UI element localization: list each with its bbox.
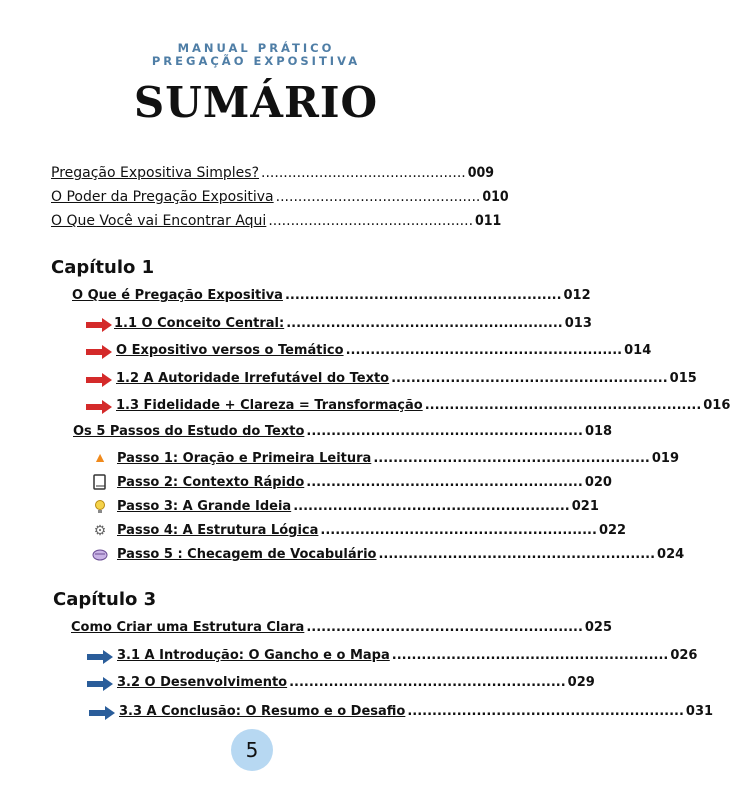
book-icon [92, 474, 108, 490]
toc-entry-dots: ........................................................ [391, 371, 668, 386]
toc-entry-dots: .............................................. [268, 213, 474, 229]
blue-arrow-icon [86, 650, 114, 664]
red-arrow-icon [85, 318, 113, 332]
toc-entry-label: 3.1 A Introdução: O Gancho e o Mapa [117, 648, 390, 663]
toc-entry-dots: ........................................................ [306, 424, 583, 439]
page-title: SUMÁRIO [133, 78, 379, 127]
toc-entry-label: Passo 3: A Grande Ideia [117, 499, 292, 514]
toc-entry-label: 3.3 A Conclusão: O Resumo e o Desafio [119, 704, 406, 719]
toc-entry-dots: ........................................................ [424, 398, 702, 413]
toc-entry-page: 011 [475, 213, 502, 229]
toc-entry-page: 031 [685, 704, 714, 719]
chapter-3-title: Capítulo 3 [53, 589, 157, 610]
toc-entry-page: 025 [584, 620, 613, 635]
toc-entry[interactable] [114, 316, 592, 331]
red-arrow-icon [85, 373, 113, 387]
toc-entry-page: 029 [567, 675, 595, 690]
toc-entry-label: Passo 2: Contexto Rápido [117, 475, 305, 490]
toc-entry[interactable] [117, 648, 698, 663]
toc-entry-dots: ........................................................ [407, 704, 684, 719]
toc-entry-page: 024 [657, 547, 685, 562]
red-arrow-icon [85, 400, 113, 414]
toc-entry-page: 018 [584, 424, 613, 439]
toc-entry-page: 019 [651, 451, 680, 466]
toc-entry[interactable] [117, 499, 599, 514]
toc-entry-page: 016 [703, 398, 730, 413]
toc-entry-label: Pregação Expositiva Simples? [51, 165, 260, 181]
toc-entry-label: O Que é Pregação Expositiva [72, 288, 283, 303]
toc-entry[interactable] [116, 371, 697, 386]
blue-arrow-icon [86, 677, 114, 691]
toc-entry-dots: ........................................................ [373, 451, 650, 466]
toc-entry-label: 1.2 A Autoridade Irrefutável do Texto [116, 371, 390, 386]
toc-entry-page: 009 [467, 165, 495, 181]
toc-entry-dots: ........................................................ [286, 316, 563, 331]
toc-entry-page: 013 [564, 316, 592, 331]
toc-entry-label: Passo 4: A Estrutura Lógica [117, 523, 319, 538]
red-arrow-icon [85, 345, 113, 359]
toc-entry-dots: .............................................. [261, 165, 466, 181]
toc-entry[interactable] [117, 475, 612, 490]
toc-entry[interactable] [73, 424, 613, 439]
toc-entry-label: Como Criar uma Estrutura Clara [71, 620, 305, 635]
toc-entry-label: 3.2 O Desenvolvimento [117, 675, 288, 690]
toc-entry-dots: ........................................................ [284, 288, 562, 303]
toc-entry-page: 012 [563, 288, 591, 303]
gear-icon: ⚙ [93, 522, 107, 538]
header-line-2: PREGAÇÃO EXPOSITIVA [151, 54, 361, 68]
toc-entry[interactable] [117, 451, 680, 466]
toc-entry[interactable] [71, 620, 613, 635]
toc-entry-dots: ........................................................ [306, 475, 583, 490]
toc-entry[interactable] [72, 288, 591, 303]
fire-icon: ▲ [93, 449, 107, 465]
toc-entry-page: 014 [624, 343, 652, 358]
toc-entry[interactable] [51, 189, 509, 205]
toc-entry-label: Passo 1: Oração e Primeira Leitura [117, 451, 372, 466]
toc-entry-label: O Que Você vai Encontrar Aqui [51, 213, 267, 229]
toc-entry[interactable] [116, 398, 730, 413]
toc-entry-page: 015 [669, 371, 697, 386]
toc-entry-dots: ........................................................ [378, 547, 656, 562]
toc-entry-page: 022 [598, 523, 627, 538]
toc-entry-page: 021 [571, 499, 599, 514]
toc-entry-label: 1.3 Fidelidade + Clareza = Transformação [116, 398, 423, 413]
toc-entry-dots: ........................................................ [391, 648, 669, 663]
toc-entry-label: 1.1 O Conceito Central: [114, 316, 285, 331]
header [0, 42, 512, 68]
toc-entry-label: Passo 5 : Checagem de Vocabulário [117, 547, 377, 562]
toc-entry-label: O Poder da Pregação Expositiva [51, 189, 274, 205]
toc-entry[interactable] [116, 343, 652, 358]
toc-entry-page: 026 [670, 648, 698, 663]
toc-entry-dots: ........................................................ [306, 620, 583, 635]
dictionary-icon [92, 546, 108, 562]
toc-entry-page: 020 [584, 475, 612, 490]
toc-entry[interactable] [117, 547, 685, 562]
lightbulb-icon [92, 499, 108, 515]
chapter-1-title: Capítulo 1 [51, 257, 155, 278]
toc-entry-dots: ........................................................ [293, 499, 570, 514]
toc-entry-dots: .............................................. [275, 189, 481, 205]
toc-entry[interactable] [51, 213, 502, 229]
toc-entry[interactable] [51, 165, 495, 181]
toc-entry-dots: ........................................................ [289, 675, 566, 690]
blue-arrow-icon [88, 706, 116, 720]
header-line-1: MANUAL PRÁTICO [177, 41, 335, 55]
page-number-badge: 5 [231, 729, 273, 771]
toc-entry[interactable] [117, 675, 595, 690]
toc-entry-label: O Expositivo versos o Temático [116, 343, 344, 358]
toc-entry[interactable] [117, 523, 627, 538]
toc-entry-dots: ........................................................ [345, 343, 623, 358]
toc-entry-page: 010 [482, 189, 509, 205]
toc-entry-dots: ........................................................ [320, 523, 597, 538]
toc-entry[interactable] [119, 704, 714, 719]
toc-entry-label: Os 5 Passos do Estudo do Texto [73, 424, 305, 439]
